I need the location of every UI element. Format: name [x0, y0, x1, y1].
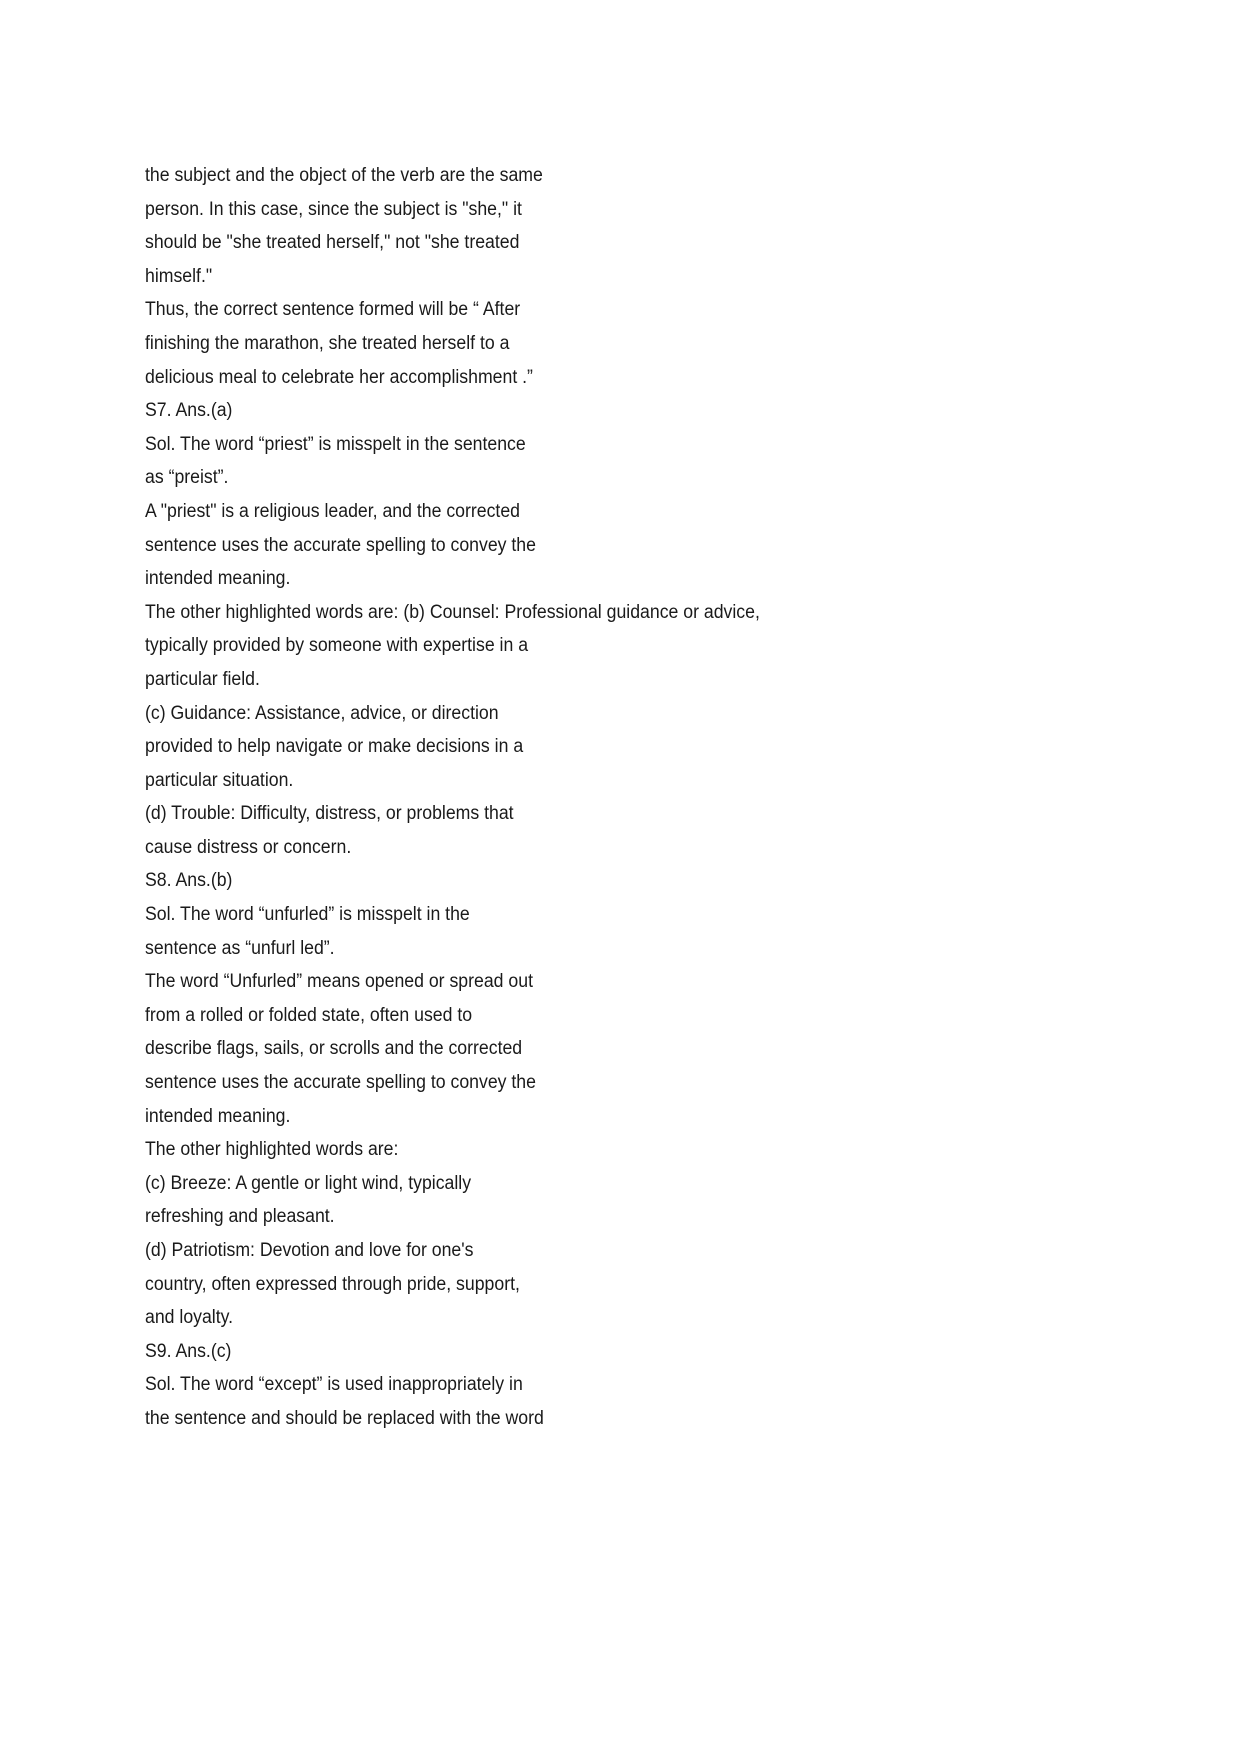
answer-heading-s8: S8. Ans.(b) — [145, 870, 233, 892]
text-line: particular field. — [145, 668, 260, 690]
text-line: intended meaning. — [145, 568, 291, 590]
text-line: as “preist”. — [145, 467, 229, 489]
text-line: Thus, the correct sentence formed will be “ After — [145, 299, 521, 321]
text-line: refreshing and pleasant. — [145, 1206, 335, 1228]
text-line: cause distress or concern. — [145, 836, 352, 858]
text-line: The other highlighted words are: (b) Counsel: Professional guidance or advice, — [145, 601, 760, 623]
text-line: finishing the marathon, she treated herself to a — [145, 332, 510, 354]
document-body — [145, 159, 1145, 1436]
text-line: from a rolled or folded state, often used to — [145, 1004, 473, 1026]
text-line: The word “Unfurled” means opened or spread out — [145, 971, 533, 993]
answer-heading-s9: S9. Ans.(c) — [145, 1340, 232, 1362]
text-line: intended meaning. — [145, 1105, 291, 1127]
text-line: The other highlighted words are: — [145, 1139, 399, 1161]
text-line: Sol. The word “priest” is misspelt in the sentence — [145, 433, 526, 455]
text-line: Sol. The word “unfurled” is misspelt in the — [145, 904, 470, 926]
text-line: particular situation. — [145, 769, 294, 791]
text-line: Sol. The word “except” is used inappropriately in — [145, 1374, 523, 1396]
answer-heading-s7: S7. Ans.(a) — [145, 400, 233, 422]
text-line: A "priest" is a religious leader, and the corrected — [145, 500, 520, 522]
text-line: the sentence and should be replaced with the word — [145, 1407, 544, 1429]
text-line: sentence as “unfurl led”. — [145, 937, 335, 959]
text-line: sentence uses the accurate spelling to convey the — [145, 534, 536, 556]
text-line: and loyalty. — [145, 1307, 234, 1329]
text-line: (c) Guidance: Assistance, advice, or direction — [145, 702, 499, 724]
text-line: sentence uses the accurate spelling to convey the — [145, 1072, 536, 1094]
text-line: (d) Trouble: Difficulty, distress, or problems that — [145, 803, 514, 825]
text-line: person. In this case, since the subject is "she," it — [145, 198, 522, 220]
text-line: delicious meal to celebrate her accomplishment .” — [145, 366, 533, 388]
text-line: provided to help navigate or make decisions in a — [145, 736, 524, 758]
text-line: should be "she treated herself," not "she treated — [145, 232, 520, 254]
text-line: describe flags, sails, or scrolls and the corrected — [145, 1038, 523, 1060]
text-line: typically provided by someone with expertise in a — [145, 635, 529, 657]
text-line: the subject and the object of the verb are the same — [145, 165, 543, 186]
text-line: (c) Breeze: A gentle or light wind, typically — [145, 1172, 472, 1194]
text-line: (d) Patriotism: Devotion and love for one's — [145, 1240, 474, 1261]
text-line: country, often expressed through pride, support, — [145, 1273, 520, 1295]
text-line: himself." — [145, 265, 213, 287]
